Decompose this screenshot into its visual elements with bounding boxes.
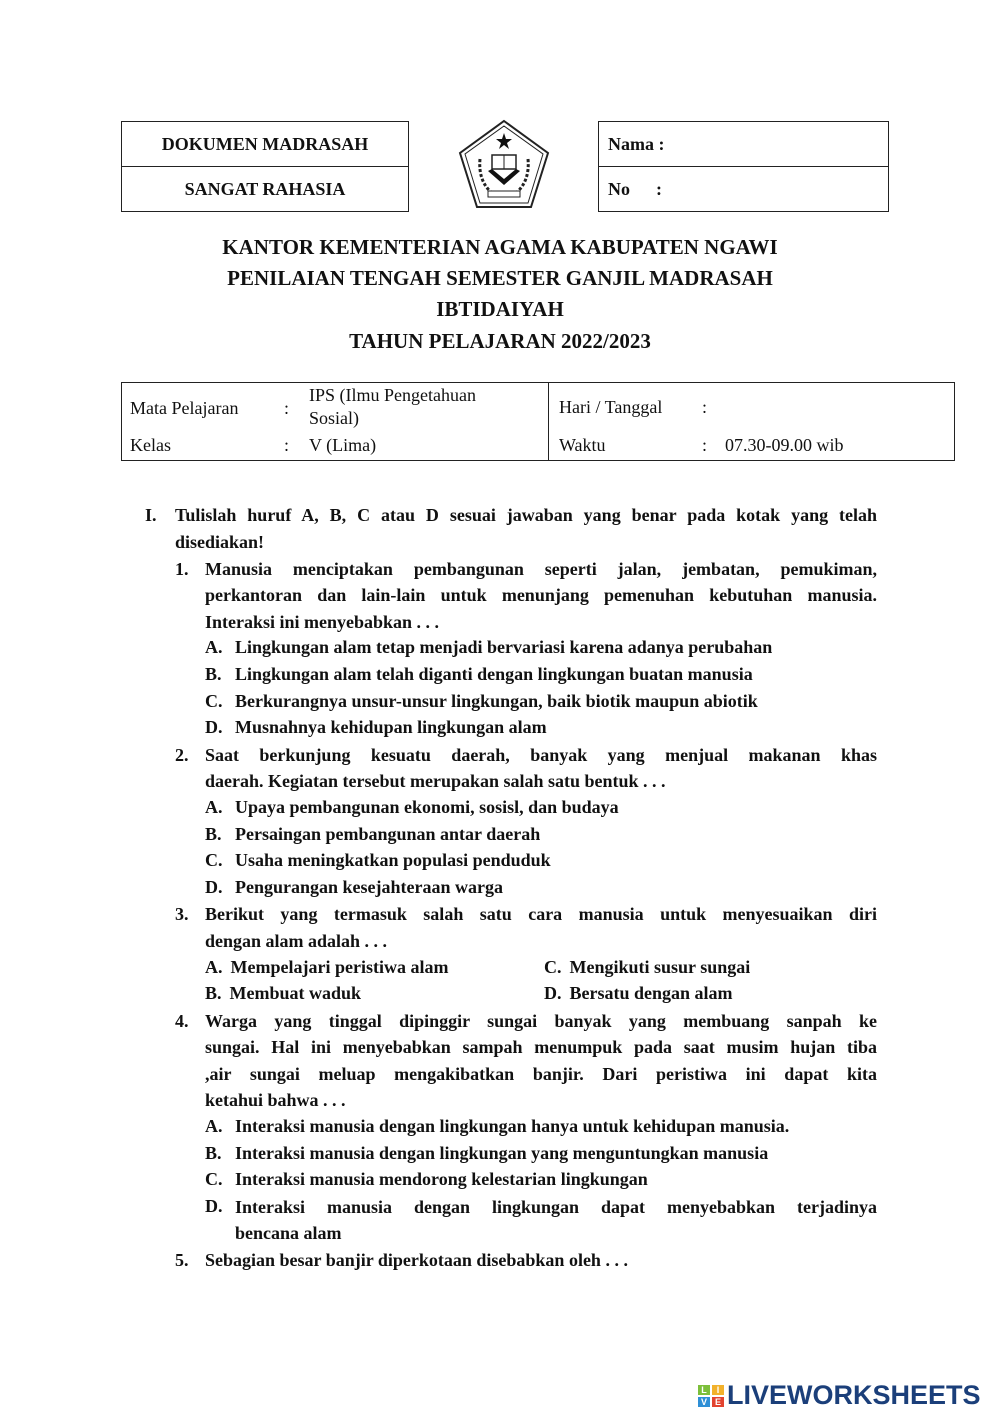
class-value: V (Lima): [309, 435, 377, 455]
answer-option[interactable]: [235, 1194, 877, 1247]
option-text[interactable]: Upaya pembangunan ekonomi, sosisl, dan budaya: [235, 796, 619, 817]
class-colon: :: [284, 435, 290, 455]
liveworksheets-watermark: [698, 1380, 981, 1411]
watermark-text: LIVEWORKSHEETS: [727, 1380, 981, 1410]
question-line: daerah. Kegiatan tersebut merupakan salah satu bentuk . . .: [205, 771, 666, 792]
instruction-line: disediakan!: [175, 531, 265, 552]
date-label: Hari / Tanggal: [559, 397, 663, 417]
answer-option[interactable]: [205, 957, 448, 978]
badge-letter: L: [698, 1385, 710, 1395]
exam-title: PENILAIAN TENGAH SEMESTER GANJIL MADRASAH: [227, 266, 773, 290]
live-badge-icon: [698, 1385, 724, 1407]
student-identity-box: [598, 121, 889, 212]
option-letter: D.: [544, 983, 562, 1004]
exam-info-table: [121, 382, 955, 461]
answer-option[interactable]: [544, 983, 733, 1004]
question-number: 2.: [175, 744, 189, 765]
option-text[interactable]: Usaha meningkatkan populasi penduduk: [235, 850, 551, 871]
instruction-line: Tulislah huruf A, B, C atau D sesuai jawaban yang benar pada kotak yang telah: [175, 505, 877, 525]
number-field[interactable]: [599, 167, 888, 211]
option-text: Membuat waduk: [229, 983, 362, 1004]
question-line: Berikut yang termasuk salah satu cara manusia untuk menyesuaikan diri: [205, 904, 877, 925]
question-number: 4.: [175, 1010, 189, 1031]
option-letter[interactable]: B.: [205, 663, 222, 684]
option-letter[interactable]: C.: [205, 1169, 223, 1190]
option-text[interactable]: Persaingan pembangunan antar daerah: [235, 823, 541, 844]
question-line: Interaksi ini menyebabkan . . .: [205, 611, 440, 632]
question-line: Saat berkunjung kesuatu daerah, banyak yang menjual makanan khas: [205, 744, 877, 765]
option-letter: A.: [205, 956, 223, 977]
secrecy-label: SANGAT RAHASIA: [184, 178, 346, 199]
question-stem: [205, 1008, 877, 1114]
question-line: Sebagian besar banjir diperkotaan disebabkan oleh . . .: [205, 1250, 628, 1271]
badge-letter: I: [712, 1385, 724, 1395]
option-text: Mengikuti susur sungai: [569, 956, 751, 977]
question-stem: [205, 742, 877, 795]
badge-letter: E: [712, 1397, 724, 1407]
option-letter[interactable]: B.: [205, 1142, 222, 1163]
kemenag-logo-icon: [458, 119, 550, 209]
question-number: 5.: [175, 1250, 189, 1271]
question-number: 3.: [175, 904, 189, 925]
option-text[interactable]: Interaksi manusia mendorong kelestarian lingkungan: [235, 1169, 648, 1190]
option-letter[interactable]: D.: [205, 876, 223, 897]
question-line: dengan alam adalah . . .: [205, 930, 388, 951]
option-letter[interactable]: A.: [205, 637, 223, 658]
number-colon: :: [656, 178, 662, 199]
option-text: bencana alam: [235, 1223, 342, 1244]
time-colon: :: [702, 435, 708, 455]
number-label: No: [608, 178, 630, 199]
question-stem: [205, 901, 877, 954]
office-title: KANTOR KEMENTERIAN AGAMA KABUPATEN NGAWI: [222, 235, 778, 259]
question-line: ,air sungai meluap mengakibatkan banjir. Dari peristiwa ini dapat kita: [205, 1063, 877, 1084]
column-divider: [548, 383, 549, 460]
option-text[interactable]: Lingkungan alam telah diganti dengan lingkungan buatan manusia: [235, 663, 753, 684]
option-letter[interactable]: D.: [205, 717, 223, 738]
document-label: DOKUMEN MADRASAH: [122, 122, 408, 167]
question-line: ketahui bahwa . . .: [205, 1090, 346, 1111]
option-text: Interaksi manusia dengan lingkungan dapat menyebabkan terjadinya: [235, 1196, 877, 1217]
option-letter[interactable]: A.: [205, 1116, 223, 1137]
option-text[interactable]: Berkurangnya unsur-unsur lingkungan, baik biotik maupun abiotik: [235, 690, 758, 711]
class-label: Kelas: [130, 435, 171, 455]
option-text: Bersatu dengan alam: [569, 983, 733, 1004]
option-letter[interactable]: C.: [205, 690, 223, 711]
option-letter[interactable]: D.: [205, 1195, 223, 1216]
answer-option[interactable]: [544, 957, 750, 978]
question-line: Manusia menciptakan pembangunan seperti jalan, jembatan, pemukiman,: [205, 558, 877, 579]
subject-value-line1: IPS (Ilmu Pengetahuan: [309, 385, 476, 405]
option-text[interactable]: Interaksi manusia dengan lingkungan yang menguntungkan manusia: [235, 1142, 769, 1163]
option-letter[interactable]: A.: [205, 796, 223, 817]
subject-value-line2: Sosial): [309, 408, 360, 428]
question-line: perkantoran dan lain-lain untuk menunjang pemenuhan kebutuhan manusia.: [205, 585, 877, 606]
option-text[interactable]: Musnahnya kehidupan lingkungan alam: [235, 717, 547, 738]
school-level-title: IBTIDAIYAH: [436, 297, 564, 321]
subject-label: Mata Pelajaran: [130, 398, 239, 418]
question-line: sungai. Hal ini menyebabkan sampah menumpuk pada saat musim hujan tiba: [205, 1037, 877, 1058]
question-number: 1.: [175, 558, 189, 579]
answer-option[interactable]: [205, 983, 361, 1004]
option-letter[interactable]: C.: [205, 850, 223, 871]
name-field[interactable]: Nama :: [599, 122, 888, 167]
option-text[interactable]: Interaksi manusia dengan lingkungan hanya untuk kehidupan manusia.: [235, 1116, 790, 1137]
section-number: I.: [145, 505, 157, 525]
option-letter: C.: [544, 956, 562, 977]
option-text: Mempelajari peristiwa alam: [230, 956, 449, 977]
question-stem: [205, 556, 877, 636]
question-line: Warga yang tinggal dipinggir sungai banyak yang membuang sanpah ke: [205, 1010, 877, 1031]
academic-year-title: TAHUN PELAJARAN 2022/2023: [349, 329, 651, 353]
document-classification-box: [121, 121, 409, 212]
option-text[interactable]: Lingkungan alam tetap menjadi bervariasi karena adanya perubahan: [235, 637, 773, 658]
option-text[interactable]: Pengurangan kesejahteraan warga: [235, 876, 503, 897]
option-letter[interactable]: B.: [205, 823, 222, 844]
question-stem: [205, 1247, 877, 1274]
date-colon: :: [702, 397, 708, 417]
time-label: Waktu: [559, 435, 606, 455]
section-instruction: [175, 502, 877, 555]
option-letter: B.: [205, 983, 222, 1004]
badge-letter: V: [698, 1397, 710, 1407]
subject-colon: :: [284, 398, 290, 418]
time-value: 07.30-09.00 wib: [725, 435, 844, 455]
